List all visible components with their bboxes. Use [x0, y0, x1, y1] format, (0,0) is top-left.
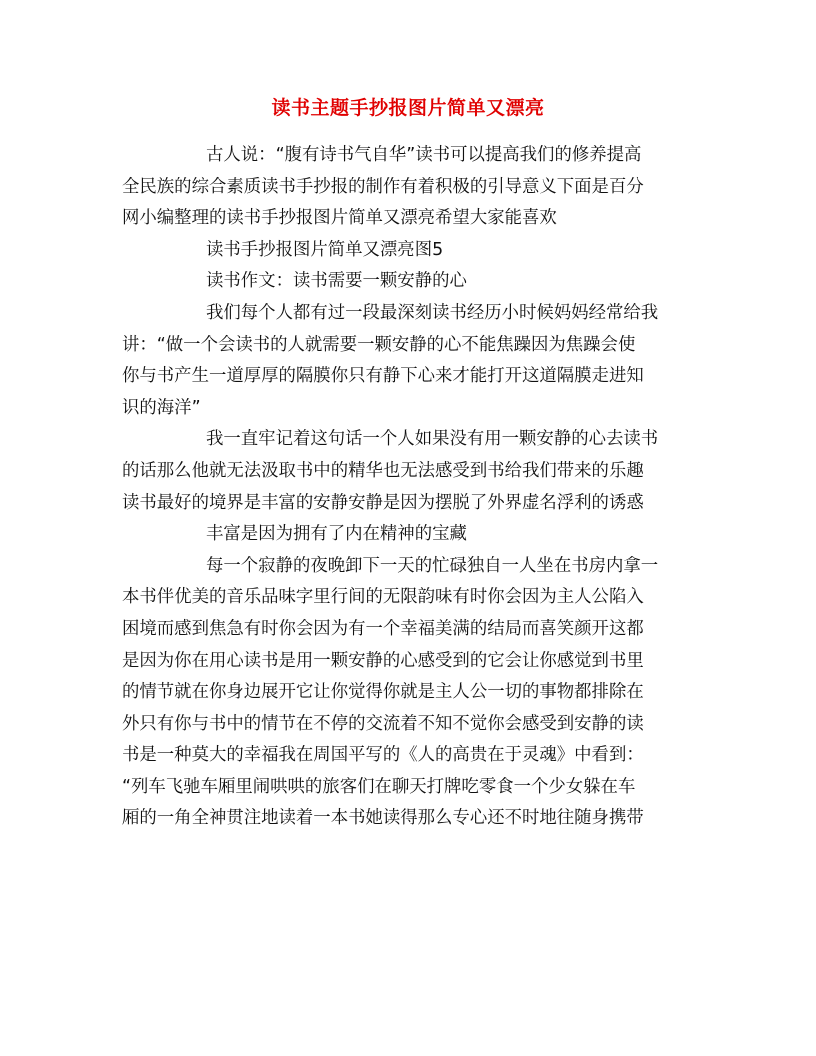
text-line: 的话那么他就无法汲取书中的精华也无法感受到书给我们带来的乐趣 [122, 460, 644, 481]
text-line: 我一直牢记着这句话一个人如果没有用一颗安静的心去读书 [206, 429, 659, 450]
text-line: 全民族的综合素质读书手抄报的制作有着积极的引导意义下面是百分 [122, 176, 644, 197]
text-line: 厢的一角全神贯注地读着一本书她读得那么专心还不时地往随身携带 [122, 808, 644, 829]
text-line: 书是一种莫大的幸福我在周国平写的《人的高贵在于灵魂》中看到： [122, 745, 644, 766]
text-line: 古人说：“腹有诗书气自华”读书可以提高我们的修养提高 [206, 145, 642, 165]
text-line: “列车飞驰车厢里闹哄哄的旅客们在聊天打牌吃零食一个少女躲在车 [122, 776, 636, 797]
text-line: 困境而感到焦急有时你会因为有一个幸福美满的结局而喜笑颜开这都 [122, 618, 644, 639]
text-line: 你与书产生一道厚厚的隔膜你只有静下心来才能打开这道隔膜走进知 [122, 366, 644, 387]
text-line: 我们每个人都有过一段最深刻读书经历小时候妈妈经常给我 [206, 302, 659, 323]
text-line: 外只有你与书中的情节在不停的交流着不知不觉你会感受到安静的读 [122, 713, 644, 734]
text-line: 识的海洋” [122, 397, 201, 418]
text-line: 丰富是因为拥有了内在精神的宝藏 [206, 524, 467, 545]
page-title: 读书主题手抄报图片简单又漂亮 [271, 97, 545, 119]
text-line: 读书作文：读书需要一颗安静的心 [206, 271, 467, 292]
text-line: 讲：“做一个会读书的人就需要一颗安静的心不能焦躁因为焦躁会使 [122, 334, 636, 355]
text-line: 读书手抄报图片简单又漂亮图5 [206, 239, 444, 260]
text-line: 读书最好的境界是丰富的安静安静是因为摆脱了外界虚名浮利的诱惑 [122, 492, 644, 513]
text-line: 网小编整理的读书手抄报图片简单又漂亮希望大家能喜欢 [122, 208, 557, 229]
text-line: 的情节就在你身边展开它让你觉得你就是主人公一切的事物都排除在 [122, 682, 644, 703]
text-line: 本书伴优美的音乐品味字里行间的无限韵味有时你会因为主人公陷入 [122, 587, 644, 608]
text-line: 每一个寂静的夜晚卸下一天的忙碌独自一人坐在书房内拿一 [206, 555, 659, 576]
text-line: 是因为你在用心读书是用一颗安静的心感受到的它会让你感觉到书里 [122, 650, 644, 671]
body-text [122, 140, 690, 835]
